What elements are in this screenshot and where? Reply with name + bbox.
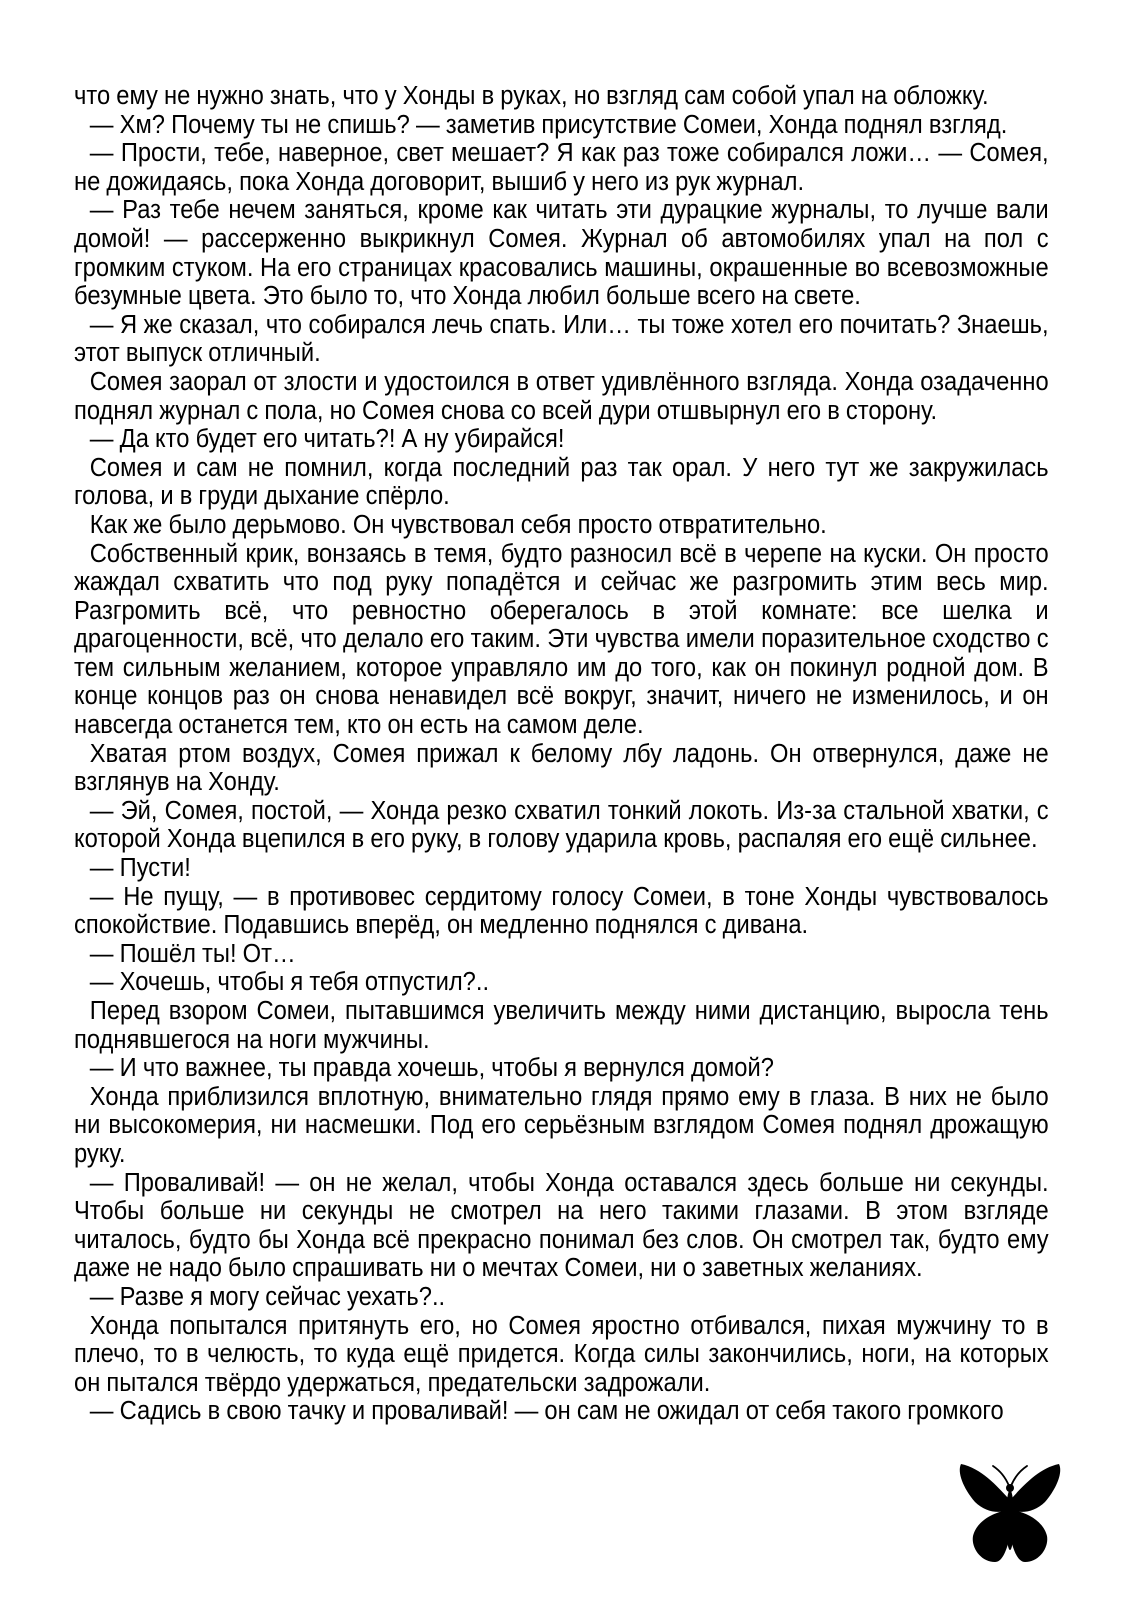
paragraph: — Да кто будет его читать?! А ну убирайся! [89, 425, 565, 454]
paragraph: — Прости, тебе, наверное, свет мешает? Я как раз тоже собирался ложи… — Сомея, не дожидаясь, пока Хонда договорит, вышиб у него из рук журнал. [74, 139, 1049, 196]
paragraph: — Не пущу, — в противовес сердитому голосу Сомеи, в тоне Хонды чувствовалось спокойствие. Подавшись вперёд, он медленно поднялся с дивана. [74, 882, 1049, 940]
document-body [74, 82, 1049, 1426]
paragraph: — Пошёл ты! От… [89, 939, 296, 968]
paragraph: — Проваливай! — он не желал, чтобы Хонда оставался здесь больше ни секунды. Чтобы больше ни секунды не смотрел на него такими глазами. В этом взгляде читалось, будто бы Хонда всё прекрасно понимал без слов. Он смотрел так, будто ему даже не надо было спрашивать ни о мечтах Сомеи, ни о заветных желаниях. [74, 1168, 1049, 1283]
paragraph: — Хм? Почему ты не спишь? — заметив присутствие Сомеи, Хонда поднял взгляд. [89, 110, 1008, 139]
paragraph: Хватая ртом воздух, Сомея прижал к белому лбу ладонь. Он отвернулся, даже не взглянув на Хонду. [74, 739, 1049, 797]
paragraph: Собственный крик, вонзаясь в темя, будто разносил всё в черепе на куски. Он просто жаждал схватить что под руку попадётся и сейчас же разгромить этим весь мир. Разгромить всё, что ревностно оберегалось в этой комнате: все шелка и драгоценности, всё, что делало его таким. Эти чувства имели поразительное сходство с тем сильным желанием, которое управляло им до того, как он покинул родной дом. В конце концов раз он снова ненавидел всё вокруг, значит, ничего не изменилось, и он навсегда останется тем, кто он есть на самом деле. [74, 539, 1049, 740]
paragraph: — Я же сказал, что собирался лечь спать. Или… ты тоже хотел его почитать? Знаешь, этот выпуск отличный. [74, 310, 1049, 368]
paragraph: — И что важнее, ты правда хочешь, чтобы я вернулся домой? [89, 1054, 774, 1083]
paragraph: — Эй, Сомея, постой, — Хонда резко схватил тонкий локоть. Из-за стальной хватки, с которой Хонда вцепился в его руку, в голову ударила кровь, распаляя его ещё сильнее. [74, 796, 1049, 854]
paragraph: Сомея заорал от злости и удостоился в ответ удивлённого взгляда. Хонда озадаченно поднял журнал с пола, но Сомея снова со всей дури отшвырнул его в сторону. [74, 367, 1049, 425]
paragraph: что ему не нужно знать, что у Хонды в руках, но взгляд сам собой упал на обложку. [74, 82, 989, 110]
paragraph: Хонда приблизился вплотную, внимательно глядя прямо ему в глаза. В них не было ни высокомерия, ни насмешки. Под его серьёзным взглядом Сомея поднял дрожащую руку. [74, 1082, 1049, 1168]
butterfly-icon [955, 1458, 1065, 1568]
paragraph: — Пусти! [89, 854, 191, 883]
paragraph: — Разве я могу сейчас уехать?.. [89, 1282, 446, 1311]
paragraph: Перед взором Сомеи, пытавшимся увеличить между ними дистанцию, выросла тень поднявшегося на ноги мужчины. [74, 997, 1049, 1054]
paragraph: — Садись в свою тачку и проваливай! — он сам не ожидал от себя такого громкого [89, 1397, 1004, 1426]
paragraph: — Раз тебе нечем заняться, кроме как читать эти дурацкие журналы, то лучше вали домой! — рассерженно выкрикнул Сомея. Журнал об автомобилях упал на пол с громким стуком. На его страницах красовались машины, окрашенные во всевозможные безумные цвета. Это было то, что Хонда любил больше всего на свете. [74, 196, 1049, 311]
paragraph: Сомея и сам не помнил, когда последний раз так орал. У него тут же закружилась голова, и в груди дыхание спёрло. [74, 453, 1049, 511]
paragraph: Хонда попытался притянуть его, но Сомея яростно отбивался, пихая мужчину то в плечо, то в челюсть, то куда ещё придется. Когда силы закончились, ноги, на которых он пытался твёрдо удержаться, предательски задрожали. [74, 1311, 1049, 1397]
paragraph: Как же было дерьмово. Он чувствовал себя просто отвратительно. [89, 510, 827, 539]
paragraph: — Хочешь, чтобы я тебя отпустил?.. [89, 968, 490, 997]
